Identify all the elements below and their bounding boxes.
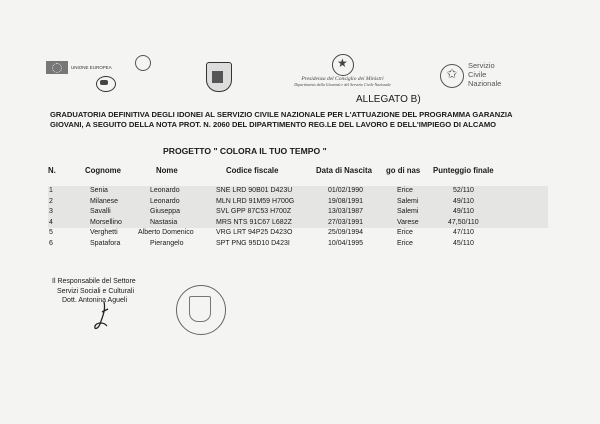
cell-cognome: Verghetti [90, 229, 118, 236]
garanzia-giovani-logo-icon [96, 76, 116, 92]
handwritten-signature [90, 300, 120, 332]
table-row [48, 197, 548, 208]
signer-line2: Servizi Sociali e Culturali [57, 287, 135, 295]
project-title: PROGETTO " COLORA IL TUO TEMPO " [163, 146, 327, 156]
cell-luogo-nascita: Salemi [397, 197, 419, 205]
eu-logo [46, 60, 116, 74]
col-header-luogo-nascita: go di nas [386, 166, 421, 175]
table-row [48, 228, 548, 239]
presidency-line2: Dipartimento della Gioventù e del Servizio Civile Nazionale [294, 82, 391, 87]
presidency-line1: Presidenza del Consiglio dei Ministri [301, 76, 384, 82]
cell-codice-fiscale: MRS NTS 91C67 L682Z [216, 218, 292, 226]
cell-number: 5 [49, 229, 53, 236]
cell-nome: Giuseppa [150, 208, 180, 215]
cell-number: 1 [49, 187, 53, 194]
cell-luogo-nascita: Erice [397, 239, 413, 247]
allegato-label: ALLEGATO B) [356, 94, 421, 105]
col-header-number: N. [48, 166, 56, 175]
col-header-cognome: Cognome [85, 166, 121, 175]
cell-number: 3 [49, 208, 53, 215]
scn-line2: Civile [468, 70, 487, 79]
cell-punteggio: 49/110 [453, 208, 474, 215]
cell-cognome: Senia [90, 187, 108, 194]
cell-codice-fiscale: MLN LRD 91M59 H700G [216, 197, 295, 205]
servizio-civile-star-icon: ✩ [440, 64, 464, 88]
cell-data-nascita: 10/04/1995 [328, 239, 364, 247]
cell-data-nascita: 25/09/1994 [328, 229, 364, 236]
scn-line1: Servizio [468, 61, 495, 70]
cell-data-nascita: 27/03/1991 [328, 218, 364, 226]
signer-line1: Il Responsabile del Settore [52, 278, 136, 285]
ministry-emblem-icon [135, 55, 151, 71]
table-row [48, 186, 548, 197]
cell-luogo-nascita: Erice [397, 229, 413, 236]
heading-line2: GIOVANI, A SEGUITO DELLA NOTA PROT. N. 2060 DEL DIPARTIMENTO REG.LE DEL LAVORO E DELL'IMPIEGO DI ALCAMO [50, 119, 497, 129]
cell-nome: Leonardo [150, 187, 180, 194]
cell-codice-fiscale: VRG LRT 94P25 D423O [216, 229, 293, 236]
cell-cognome: Milanese [90, 197, 119, 205]
eu-flag-icon [46, 61, 68, 74]
scn-line3: Nazionale [468, 79, 502, 88]
cell-punteggio: 45/110 [453, 239, 474, 247]
cell-luogo-nascita: Salemi [397, 208, 419, 215]
eu-logo-text: UNIONE EUROPEA [71, 64, 112, 70]
col-header-nome: Nome [156, 166, 178, 175]
table-row [48, 207, 548, 218]
cell-number: 2 [49, 197, 53, 205]
document-heading [50, 110, 570, 129]
cell-codice-fiscale: SPT PNG 95D10 D423I [216, 239, 290, 247]
signer-line3: Dott. Antonina Agueli [62, 297, 127, 304]
cell-codice-fiscale: SVL GPP 87C53 H700Z [216, 208, 292, 215]
col-header-data-nascita: Data di Nascita [316, 166, 372, 175]
alcamo-crest-icon [206, 62, 232, 92]
cell-punteggio: 49/110 [453, 197, 474, 205]
cell-luogo-nascita: Erice [397, 187, 413, 194]
cell-number: 6 [49, 239, 53, 247]
cell-punteggio: 47,50/110 [448, 218, 479, 226]
cell-number: 4 [49, 218, 53, 226]
servizio-civile-logo-text [468, 61, 501, 88]
table-row [48, 239, 548, 250]
cell-nome: Alberto Domenico [138, 229, 194, 236]
cell-luogo-nascita: Varese [397, 218, 419, 226]
cell-data-nascita: 19/08/1991 [328, 197, 364, 205]
cell-punteggio: 52/110 [453, 187, 474, 194]
cell-nome: Pierangelo [150, 239, 184, 247]
municipal-stamp-icon [176, 285, 226, 335]
col-header-punteggio: Punteggio finale [433, 166, 494, 175]
cell-nome: Nastasia [150, 218, 178, 226]
cell-cognome: Morsellino [90, 218, 122, 226]
cell-cognome: Savalli [90, 208, 111, 215]
heading-line1: GRADUATORIA DEFINITIVA DEGLI IDONEI AL SERVIZIO CIVILE NAZIONALE PER L'ATTUAZIONE DEL PROGRAMMA GARANZIA [50, 110, 513, 119]
presidency-logo-text [285, 76, 400, 87]
italian-republic-emblem-icon [332, 54, 354, 76]
cell-data-nascita: 01/02/1990 [328, 187, 364, 194]
table-row [48, 218, 548, 229]
cell-codice-fiscale: SNE LRD 90B01 D423U [216, 187, 293, 194]
cell-punteggio: 47/110 [453, 229, 474, 236]
cell-data-nascita: 13/03/1987 [328, 208, 364, 215]
col-header-codice-fiscale: Codice fiscale [226, 166, 279, 175]
cell-nome: Leonardo [150, 197, 180, 205]
cell-cognome: Spatafora [90, 239, 121, 247]
